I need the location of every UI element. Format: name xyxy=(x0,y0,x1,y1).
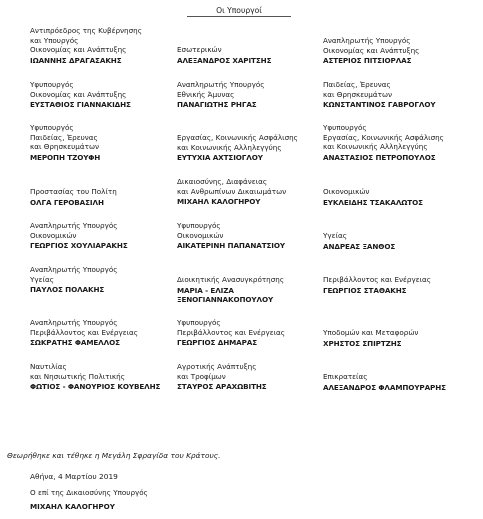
ministry-line: Εσωτερικών xyxy=(177,45,222,54)
minister-name: ΕΥΣΤΑΘΙΟΣ ΓΙΑΝΝΑΚΙΔΗΣ xyxy=(30,100,131,110)
minister-name: ΓΕΩΡΓΙΟΣ ΧΟΥΛΙΑΡΑΚΗΣ xyxy=(30,241,128,251)
minister-block xyxy=(177,221,325,251)
minister-name: ΣΤΑΥΡΟΣ ΑΡΑΧΩΒΙΤΗΣ xyxy=(177,382,267,392)
ministry-line: Επικρατείας xyxy=(323,372,368,381)
ministry-line: Υφυπουργός xyxy=(177,221,221,230)
minister-name: ΙΩΑΝΝΗΣ ΔΡΑΓΑΣΑΚΗΣ xyxy=(30,55,122,65)
ministry-line: Παιδείας, Έρευνας xyxy=(30,132,98,142)
minister-block xyxy=(177,177,325,207)
ministry-line: Υποδομών και Μεταφορών xyxy=(323,328,419,337)
minister-name: ΑΣΤΕΡΙΟΣ ΠΙΤΣΙΟΡΛΑΣ xyxy=(323,56,412,66)
ministry-line: Οικονομίας και Ανάπτυξης xyxy=(30,89,127,99)
ministry-line: Αγροτικής Ανάπτυξης xyxy=(177,362,257,371)
place-date: Αθήνα, 4 Μαρτίου 2019 xyxy=(30,472,118,481)
ministry-line: Υφυπουργός xyxy=(323,123,367,132)
ministry-line: Παιδείας, Έρευνας xyxy=(323,80,391,89)
ministry-line: Δικαιοσύνης, Διαφάνειας xyxy=(177,177,268,186)
minister-block xyxy=(30,187,182,207)
minister-name: ΠΑΥΛΟΣ ΠΟΛΑΚΗΣ xyxy=(30,285,105,295)
signatory-role: Ο επί της Δικαιοσύνης Υπουργός xyxy=(30,488,148,497)
minister-block xyxy=(177,80,325,110)
minister-name: ΜΕΡΟΠΗ ΤΖΟΥΦΗ xyxy=(30,152,101,162)
ministry-line: Προστασίας του Πολίτη xyxy=(30,187,117,196)
ministry-line: Διοικητικής Ανασυγκρότησης xyxy=(177,275,285,284)
minister-name: ΑΛΕΞΑΝΔΡΟΣ ΦΛΑΜΠΟΥΡΑΡΗΣ xyxy=(323,382,446,392)
ministry-line: Οικονομικών xyxy=(323,187,370,196)
ministry-line: Αντιπρόεδρος της Κυβέρνησης xyxy=(30,26,142,35)
ministry-line: Αναπληρωτής Υπουργός xyxy=(30,318,118,327)
minister-block xyxy=(323,372,479,392)
ministry-line: Υγείας xyxy=(323,231,347,240)
ministry-line: Περιβάλλοντος και Ενέργειας xyxy=(323,275,431,284)
minister-name: ΠΑΝΑΓΙΩΤΗΣ ΡΗΓΑΣ xyxy=(177,100,257,110)
minister-name: ΓΕΩΡΓΙΟΣ ΣΤΑΘΑΚΗΣ xyxy=(323,285,407,295)
minister-block xyxy=(323,187,479,207)
ministry-line: Υφυπουργός xyxy=(177,318,221,327)
ministry-line: και Νησιωτικής Πολιτικής xyxy=(30,371,125,381)
ministry-line: και Κοινωνικής Αλληλεγγύης xyxy=(177,142,282,152)
minister-name: ΦΩΤΙΟΣ - ΦΑΝΟΥΡΙΟΣ ΚΟΥΒΕΛΗΣ xyxy=(30,382,161,392)
ministry-line: Εργασίας, Κοινωνικής Ασφάλισης xyxy=(177,133,298,142)
minister-block xyxy=(30,123,182,162)
ministry-line: και Θρησκευμάτων xyxy=(30,142,99,152)
minister-name: ΣΩΚΡΑΤΗΣ ΦΑΜΕΛΛΟΣ xyxy=(30,338,120,348)
minister-block xyxy=(323,123,479,162)
ministry-line: Εργασίας, Κοινωνικής Ασφάλισης xyxy=(323,132,444,142)
ministry-line: Οικονομίας και Ανάπτυξης xyxy=(323,45,420,55)
ministry-line: και Τροφίμων xyxy=(177,371,226,381)
minister-block xyxy=(30,362,182,392)
minister-name: ΓΕΩΡΓΙΟΣ ΔΗΜΑΡΑΣ xyxy=(177,338,258,348)
minister-name: ΕΥΤΥΧΙΑ ΑΧΤΣΙΟΓΛΟΥ xyxy=(177,153,263,163)
ministry-line: Αναπληρωτής Υπουργός xyxy=(30,221,118,230)
ministry-line: Αναπληρωτής Υπουργός xyxy=(323,36,411,45)
ministry-line: Αναπληρωτής Υπουργός xyxy=(177,80,265,89)
minister-block xyxy=(30,265,182,295)
signatory-name: ΜΙΧΑΗΛ ΚΑΛΟΓΗΡΟΥ xyxy=(30,502,115,511)
minister-name: ΑΛΕΞΑΝΔΡΟΣ ΧΑΡΙΤΣΗΣ xyxy=(177,55,272,65)
minister-block xyxy=(30,80,182,110)
ministry-line: και Ανθρωπίνων Δικαιωμάτων xyxy=(177,186,287,196)
minister-block xyxy=(177,133,325,163)
seal-statement: Θεωρήθηκε και τέθηκε η Μεγάλη Σφραγίδα του Κράτους. xyxy=(7,451,221,460)
ministry-line: Περιβάλλοντος και Ενέργειας xyxy=(30,327,138,337)
ministry-line: Οικονομικών xyxy=(30,230,77,240)
ministry-line: Εθνικής Άμυνας xyxy=(177,89,235,99)
minister-name: ΟΛΓΑ ΓΕΡΟΒΑΣΙΛΗ xyxy=(30,197,104,207)
ministers-heading: Οι Υπουργοί xyxy=(187,5,291,17)
ministry-line: και Κοινωνικής Αλληλεγγύης xyxy=(323,142,428,152)
minister-name: ΕΥΚΛΕΙΔΗΣ ΤΣΑΚΑΛΩΤΟΣ xyxy=(323,197,423,207)
minister-block xyxy=(177,318,325,348)
minister-name: ΧΡΗΣΤΟΣ ΣΠΙΡΤΖΗΣ xyxy=(323,338,402,348)
minister-block xyxy=(177,275,325,305)
minister-block xyxy=(177,362,325,392)
minister-block xyxy=(177,45,325,65)
ministry-line: και Θρησκευμάτων xyxy=(323,89,392,99)
minister-block xyxy=(323,80,479,110)
ministry-line: Περιβάλλοντος και Ενέργειας xyxy=(177,327,285,337)
minister-block xyxy=(323,328,479,348)
minister-block xyxy=(30,221,182,251)
minister-name: ΜΑΡΙΑ - ΕΛΙΖΑ xyxy=(177,285,234,295)
minister-block xyxy=(30,318,182,348)
ministry-line: Υφυπουργός xyxy=(30,80,74,89)
ministry-line: Οικονομικών xyxy=(177,230,224,240)
minister-block xyxy=(323,275,479,295)
ministry-line: Αναπληρωτής Υπουργός xyxy=(30,265,118,274)
ministry-line: Υγείας xyxy=(30,274,54,284)
ministry-line: και Υπουργός xyxy=(30,35,79,45)
minister-name: ΚΩΝΣΤΑΝΤΙΝΟΣ ΓΑΒΡΟΓΛΟΥ xyxy=(323,100,436,110)
ministry-line: Ναυτιλίας xyxy=(30,362,67,371)
minister-name: ΜΙΧΑΗΛ ΚΑΛΟΓΗΡΟΥ xyxy=(177,197,261,207)
minister-name: ΑΝΑΣΤΑΣΙΟΣ ΠΕΤΡΟΠΟΥΛΟΣ xyxy=(323,152,436,162)
ministry-line: Οικονομίας και Ανάπτυξης xyxy=(30,45,127,55)
minister-name-continued: ΞΕΝΟΓΙΑΝΝΑΚΟΠΟΥΛΟΥ xyxy=(177,295,274,305)
minister-block xyxy=(323,231,479,251)
minister-name: ΑΝΔΡΕΑΣ ΞΑΝΘΟΣ xyxy=(323,241,396,251)
ministry-line: Υφυπουργός xyxy=(30,123,74,132)
minister-block xyxy=(30,26,182,65)
minister-name: ΑΙΚΑΤΕΡΙΝΗ ΠΑΠΑΝΑΤΣΙΟΥ xyxy=(177,241,285,251)
minister-block xyxy=(323,36,479,66)
